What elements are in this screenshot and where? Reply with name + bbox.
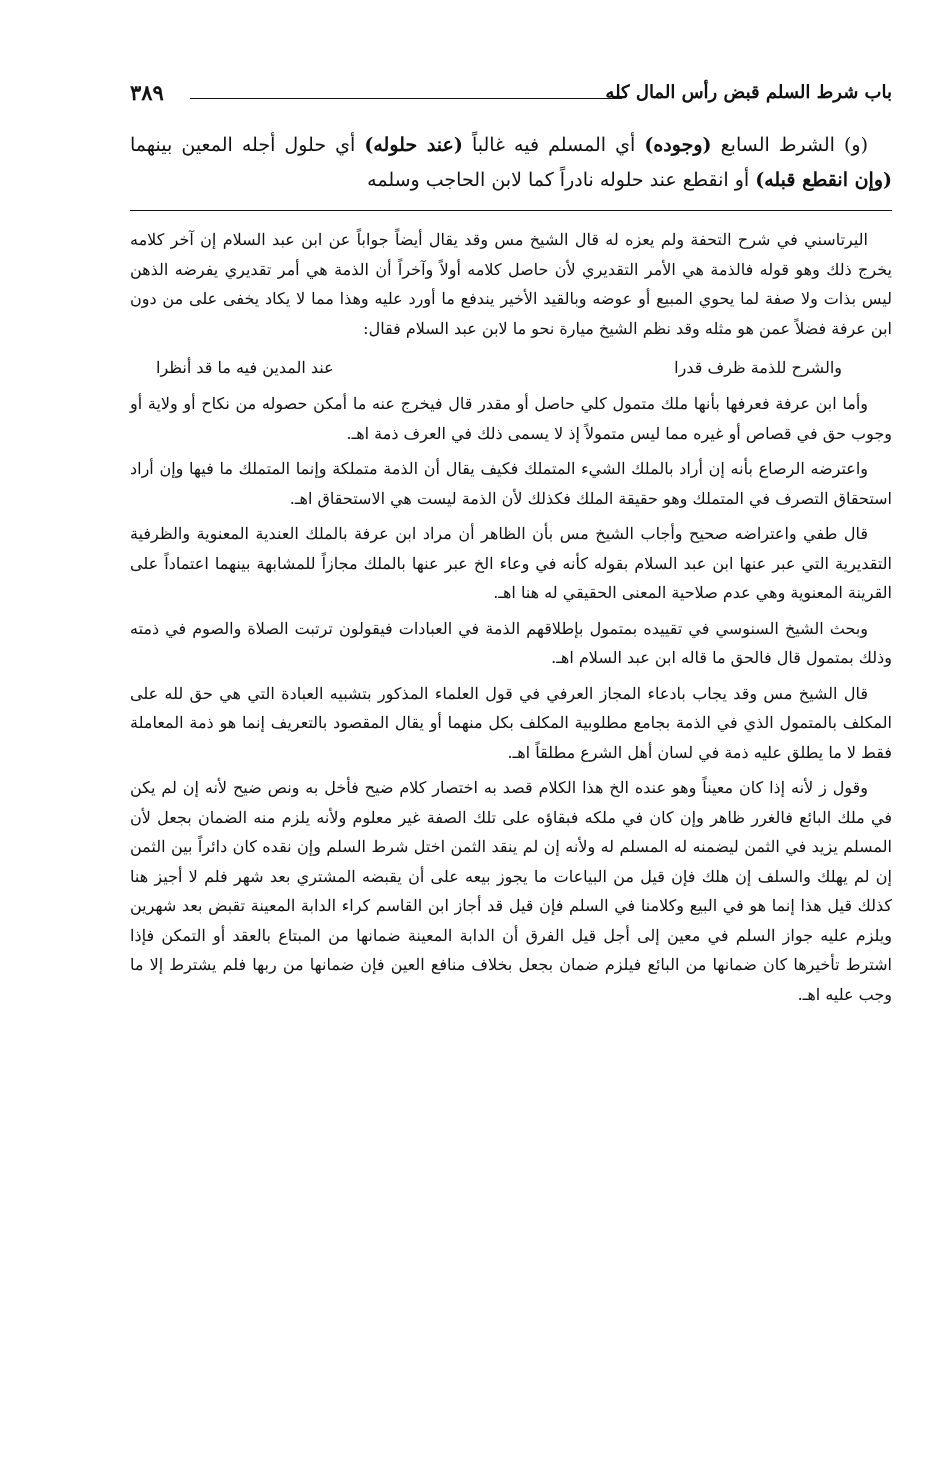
poem-verse <box>130 349 892 389</box>
commentary-section <box>130 225 892 1009</box>
commentary-paragraph: وبحث الشيخ السنوسي في تقييده بمتمول بإطلاقهم الذمة في العبادات فيقولون ترتبت الصلاة والصوم في ذمته وذلك بمتمول قال فالحق ما قاله ابن عبد السلام اهـ. <box>130 618 892 667</box>
book-page <box>130 78 892 1015</box>
main-segment: أي المسلم فيه غالباً <box>462 134 645 156</box>
commentary-paragraph: اليرتاسني في شرح التحفة ولم يعزه له قال الشيخ مس وقد يقال أيضاً جواباً عن ابن عبد السلام إن آخر كلامه يخرج ذلك وهو قوله فالذمة هي الأمر التقديري لأن حاصل كلامه أولاً وآخراً أن الذمة هي أمر تقديري يفرضه الذهن ليس بذات ولا صفة لما يحوي المبيع أو عوضه وبالقيد الأخير يندفع ما أورد عليه وهذا مما لا يكاد يخفى على من دون ابن عرفة فضلاً عمن هو مثله وقد نظم الشيخ ميارة نحو ما لابن عبد السلام فقال: <box>130 230 892 338</box>
main-segment: أي حلول أجله المعين بينهما <box>130 134 365 156</box>
commentary-paragraph: قال الشيخ مس وقد يجاب بادعاء المجاز العرفي في قول العلماء المذكور بتشبيه العبادة التي هي حق لله على المكلف بالمتمول الذي في الذمة بجامع مطلوبية المكلف بكل منهما أو يقال المقصود بالتعريف إنما هو ذمة المعاملة فقط لا ما يطلق عليه ذمة في لسان أهل الشرع مطلقاً اهـ. <box>130 683 892 762</box>
main-bold-term: (وإن انقطع قبله) <box>755 169 892 191</box>
page-header <box>130 78 892 110</box>
verse-second-hemistich: عند المدين فيه ما قد أنظرا <box>156 358 334 377</box>
header-rule <box>190 98 622 99</box>
commentary-paragraph: وقول ز لأنه إذا كان معيناً وهو عنده الخ هذا الكلام قصد به اختصار كلام ضيح فأخل به ونص ضيح لأنه إن لم يكن في ملك البائع فالغرر ظاهر وإن كان في ملكه فبقاؤه على تلك الصفة غير معلوم ولأنه يلزم منه الضمان بجعل لأن المسلم يزيد في الثمن ليضمنه له المسلم له ولأنه إن لم ينقد الثمن اختل شرط السلم وإن نقده كان دائراً بين الثمن إن لم يهلك والسلف إن هلك فإن قيل من البياعات ما يجوز بيعه على أن يقبضه المشتري بعد شهر فلم لا أجيز هنا كذلك قيل هذا إنما هو في البيع وكلامنا في السلم فإن قيل قد أجاز ابن القاسم كراء الدابة المعينة تقبض بعد شهرين ويلزم عليه جواز السلم في معين إلى أجل قيل الفرق أن الدابة المعينة ضمانها من المبتاع بالعقد أو التمكن فإذا اشترط تأخيرها كان ضمانها من البائع فيلزم ضمان بجعل بخلاف منافع العين فإن ضمانها من ربها فلم يشترط إلا ما وجب عليه اهـ. <box>130 778 893 1004</box>
footnote-divider <box>130 210 892 211</box>
page-number: ٣٨٩ <box>130 80 164 105</box>
chapter-title: باب شرط السلم قبض رأس المال كله <box>605 82 892 103</box>
verse-first-hemistich: والشرح للذمة ظرف قدرا <box>674 358 842 377</box>
commentary-paragraph: قال طفي واعتراضه صحيح وأجاب الشيخ مس بأن الظاهر أن مراد ابن عرفة بالملك العندية المعنوية والظرفية التقديرية التي عبر عنها ابن عبد السلام بقوله كأنه في وعاء الخ عبر عنها بالملك مجازاً للمشابهة بينهما اعتماداً على القرينة المعنوية وهي عدم صلاحية المعنى الحقيقي له هنا اهـ. <box>130 524 892 602</box>
main-text <box>130 128 892 198</box>
commentary-paragraph: واعترضه الرصاع بأنه إن أراد بالملك الشيء المتملك فكيف يقال أن الذمة متملكة وإنما المتملك ما فيها وإن أراد استحقاق التصرف في المتملك وهو حقيقة الملك فكذلك لأن الذمة ليست هي الاستحقاق اهـ. <box>130 459 892 508</box>
main-bold-term: (وجوده) <box>644 134 712 156</box>
main-segment: أو انقطع عند حلوله نادراً كما لابن الحاجب وسلمه <box>367 169 756 191</box>
main-paragraph <box>130 128 892 198</box>
main-bold-term: (عند حلوله) <box>364 134 463 156</box>
main-segment: (و) الشرط السابع <box>711 134 868 156</box>
commentary-paragraph: وأما ابن عرفة فعرفها بأنها ملك متمول كلي حاصل أو مقدر قال فيخرج عنه ما أمكن حصوله من نكاح أو ولاية أو وجوب حق في قصاص أو غيره مما ليس متمولاً إذ لا يسمى ذلك في العرف ذمة اهـ. <box>130 394 892 443</box>
